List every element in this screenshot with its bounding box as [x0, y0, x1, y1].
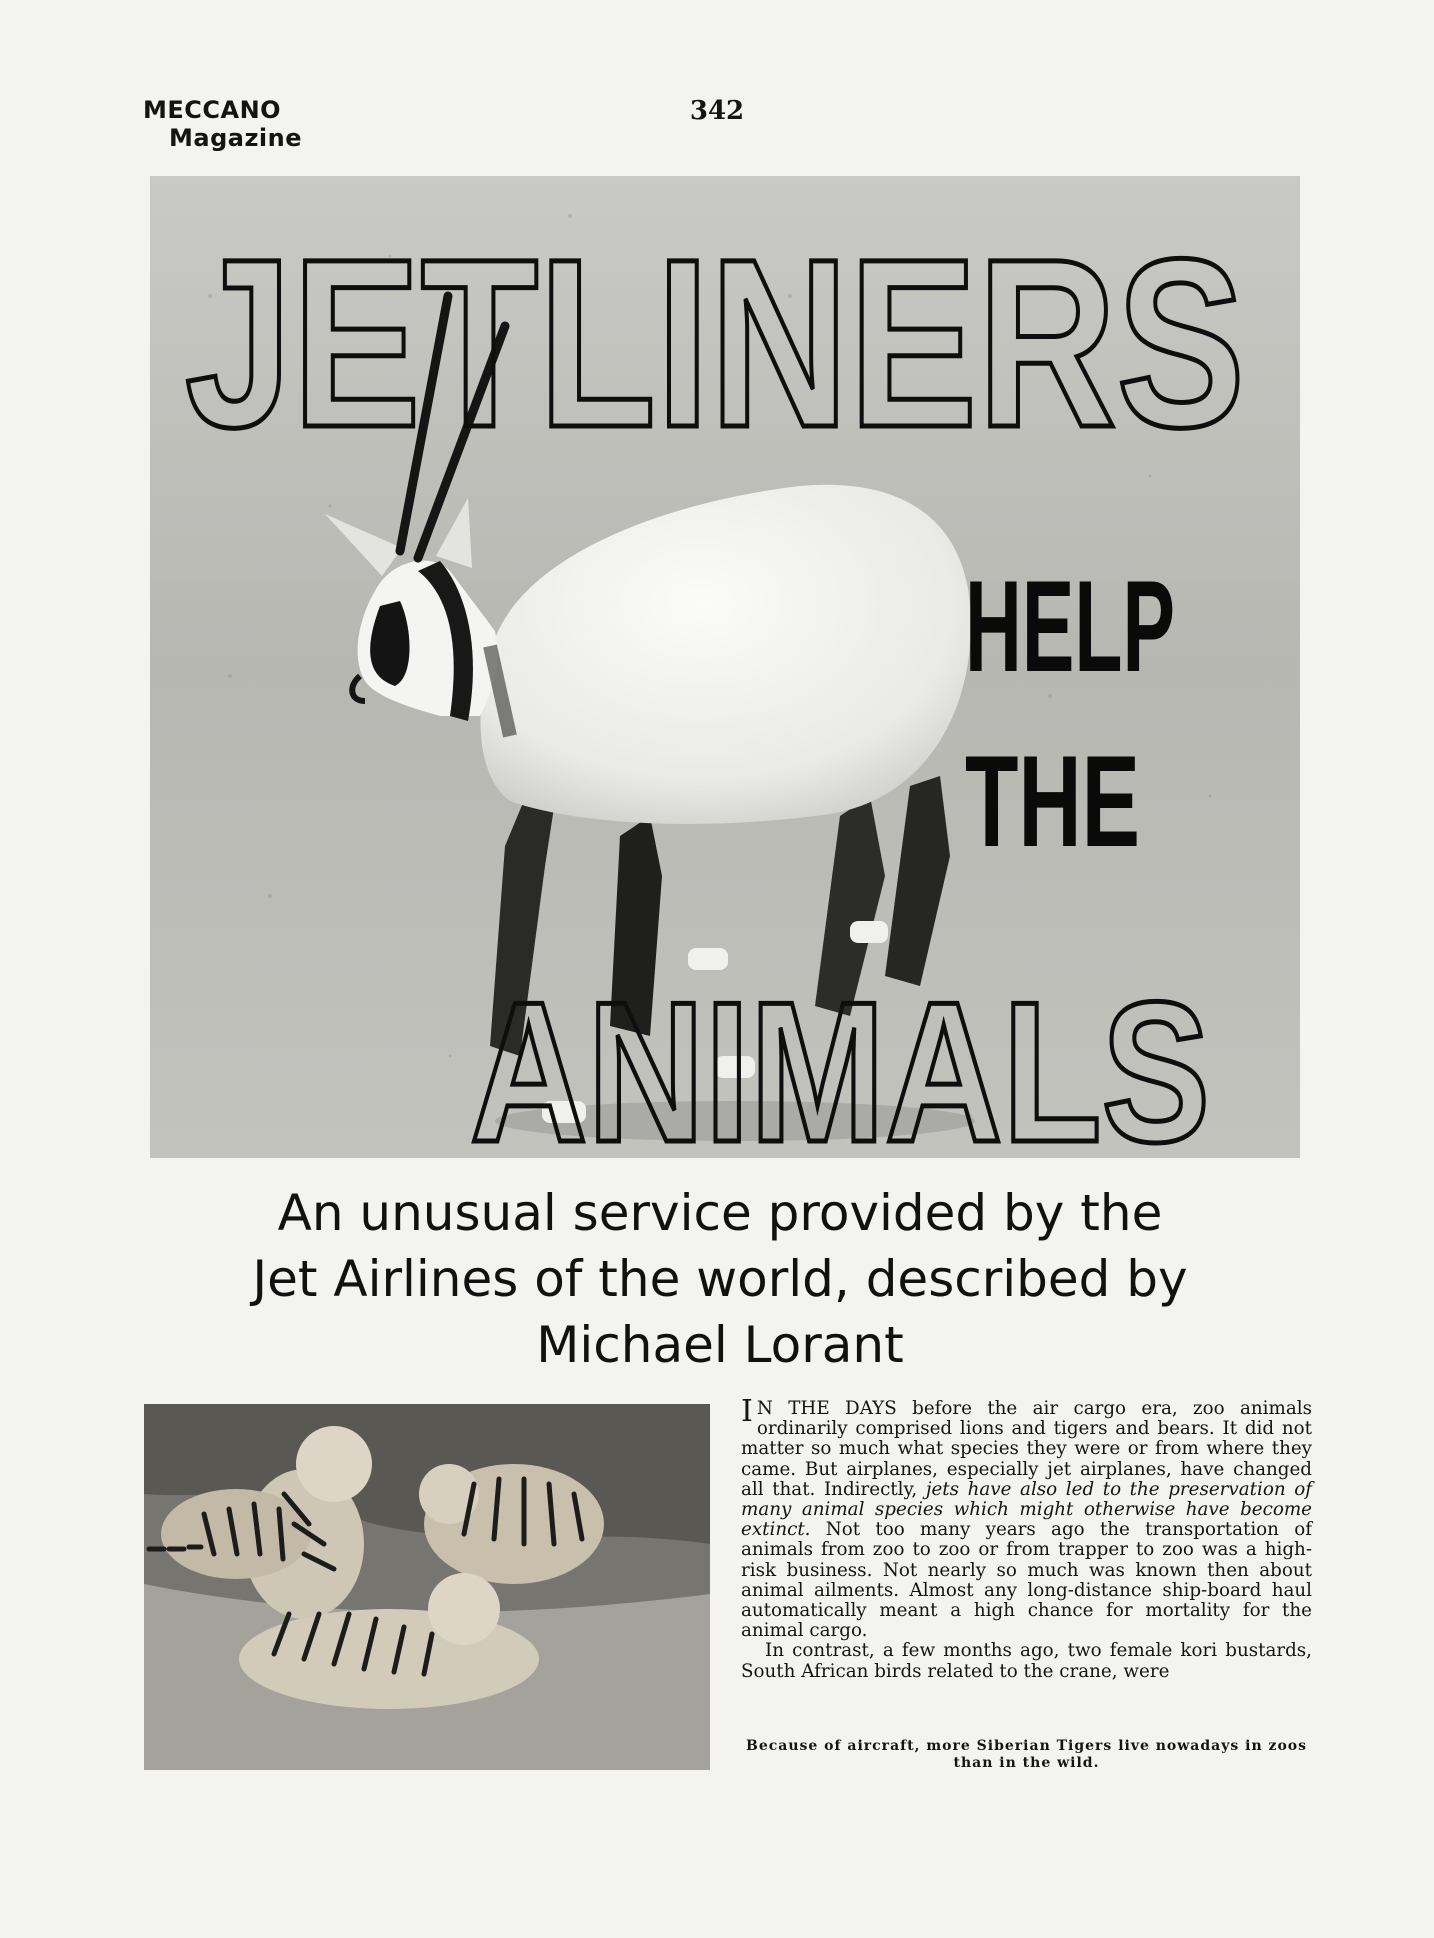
subtitle-line1: An unusual service provided by the [277, 1184, 1163, 1242]
drop-cap: I [741, 1394, 753, 1429]
photo-caption: Because of aircraft, more Siberian Tigers live nowadays in zoos than in the wild. [745, 1738, 1308, 1771]
headline-animals: ANIMALS [470, 961, 1210, 1184]
masthead-line2: Magazine [169, 124, 303, 152]
subtitle-line2: Jet Airlines of the world, described by [252, 1250, 1188, 1308]
masthead-line1: MECCANO [143, 96, 282, 124]
subtitle [140, 1180, 1300, 1378]
article-paragraph-2: In contrast, a few months ago, two female kori bustards, South African birds related to the crane, were [741, 1640, 1312, 1682]
article-p1-lead: N THE DAYS before the air cargo era, zoo animals ordinarily comprised lions and tigers and bears. It did not matter so much what species they were or from where they came. But airplanes, especially jet airplanes, have changed all that. Indirectly, [741, 1398, 1312, 1500]
page-number: 342 [689, 96, 745, 126]
tiger-photo [144, 1404, 710, 1770]
headline-the: THE [965, 728, 1140, 874]
article-p1-tail: Not too many years ago the transportation of animals from zoo to zoo or from trapper to zoo was a high-risk business. Not nearly so much was known then about animal ailments. Almost any long-distance ship-board haul automatically meant a high chance for mortality for the animal cargo. [741, 1519, 1312, 1642]
article-paragraph-1 [741, 1394, 1312, 1642]
hero-photo-oryx [150, 176, 1300, 1184]
subtitle-author: Michael Lorant [536, 1316, 904, 1374]
article-body [741, 1394, 1312, 1682]
headline-jetliners: JETLINERS [185, 209, 1245, 477]
headline-help: HELP [965, 553, 1175, 699]
article-p1-italic: jets have also led to the preservation of many animal species which might otherwise have become extinct. [741, 1478, 1312, 1541]
